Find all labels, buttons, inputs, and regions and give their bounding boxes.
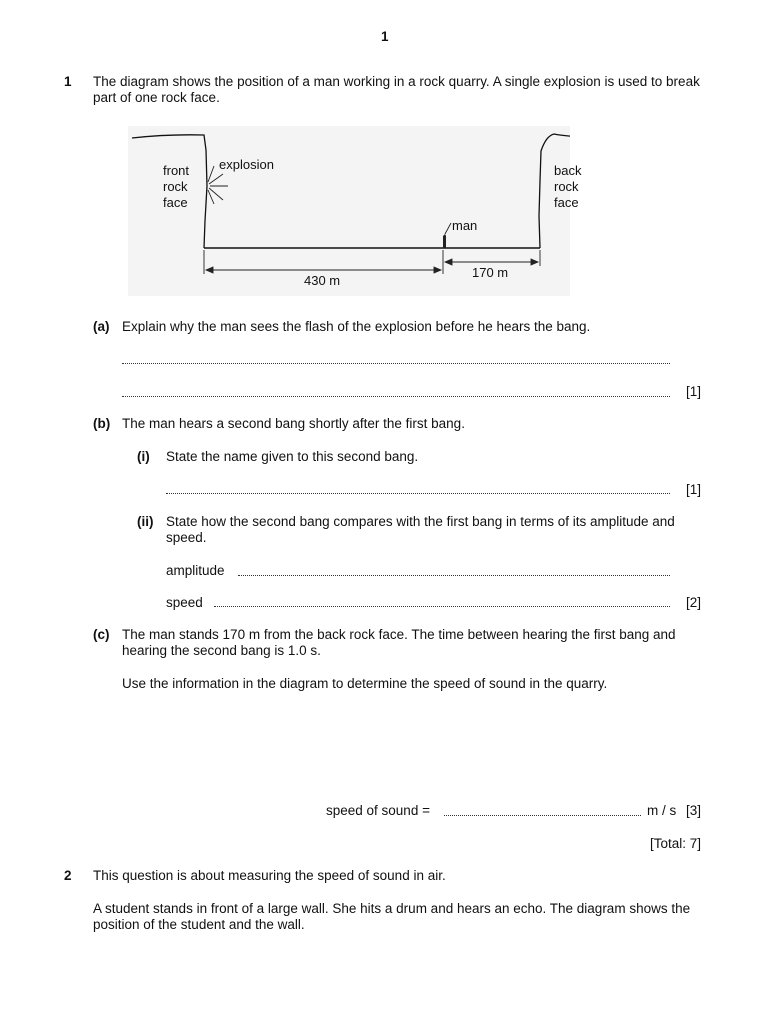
back-label-2: rock bbox=[554, 179, 579, 194]
question-1-intro: The diagram shows the position of a man working in a rock quarry. A single explosion is used to break part of one rock face. bbox=[93, 74, 700, 105]
question-1-total: [Total: 7] bbox=[650, 836, 702, 851]
part-b-ii-label: (ii) bbox=[137, 514, 154, 529]
part-b-i-label: (i) bbox=[137, 449, 150, 464]
answer-line-a-1[interactable] bbox=[122, 363, 670, 364]
part-a-marks: [1] bbox=[686, 384, 702, 399]
part-c-question: The man stands 170 m from the back rock face. The time between hearing the first bang and hearing the second bang is 1.0 s. bbox=[122, 627, 676, 658]
answer-line-amplitude[interactable] bbox=[238, 575, 670, 576]
front-label-1: front bbox=[163, 163, 190, 178]
part-a-question: Explain why the man sees the flash of the explosion before he hears the bang. bbox=[122, 319, 591, 334]
front-label-2: rock bbox=[163, 179, 188, 194]
distance-170-label: 170 m bbox=[472, 265, 509, 280]
answer-line-a-2[interactable] bbox=[122, 396, 670, 397]
amplitude-label: amplitude bbox=[166, 563, 225, 578]
back-label-3: face bbox=[554, 195, 579, 210]
man-marker bbox=[443, 223, 451, 248]
distance-430-label: 430 m bbox=[304, 273, 341, 288]
part-b-ii-question: State how the second bang compares with the first bang in terms of its amplitude and speed. bbox=[166, 514, 675, 545]
man-label: man bbox=[452, 218, 478, 233]
quarry-diagram bbox=[128, 126, 582, 296]
part-b-ii-marks: [2] bbox=[686, 595, 702, 610]
part-b-i-question: State the name given to this second bang. bbox=[166, 449, 419, 464]
back-label-1: back bbox=[554, 163, 582, 178]
part-c-marks: [3] bbox=[686, 803, 702, 818]
part-c-instruction: Use the information in the diagram to determine the speed of sound in the quarry. bbox=[122, 676, 608, 691]
part-b-label: (b) bbox=[93, 416, 111, 431]
question-2-number: 2 bbox=[64, 868, 72, 883]
question-2-intro: This question is about measuring the speed of sound in air. bbox=[93, 868, 446, 883]
question-2-text: A student stands in front of a large wall. She hits a drum and hears an echo. The diagram shows the position of the student and the wall. bbox=[93, 901, 691, 932]
part-b-question: The man hears a second bang shortly after the first bang. bbox=[122, 416, 465, 431]
answer-line-speed-of-sound[interactable] bbox=[444, 815, 641, 816]
answer-line-speed[interactable] bbox=[214, 606, 670, 607]
speed-unit: m / s bbox=[647, 803, 677, 818]
speed-label: speed bbox=[166, 595, 203, 610]
explosion-label: explosion bbox=[219, 157, 274, 172]
speed-of-sound-label: speed of sound = bbox=[326, 803, 430, 818]
part-b-i-marks: [1] bbox=[686, 482, 702, 497]
answer-line-b-i[interactable] bbox=[166, 493, 670, 494]
front-label-3: face bbox=[163, 195, 188, 210]
page-number: 1 bbox=[381, 29, 389, 44]
part-a-label: (a) bbox=[93, 319, 110, 334]
part-c-label: (c) bbox=[93, 627, 110, 642]
question-1-number: 1 bbox=[64, 74, 72, 89]
